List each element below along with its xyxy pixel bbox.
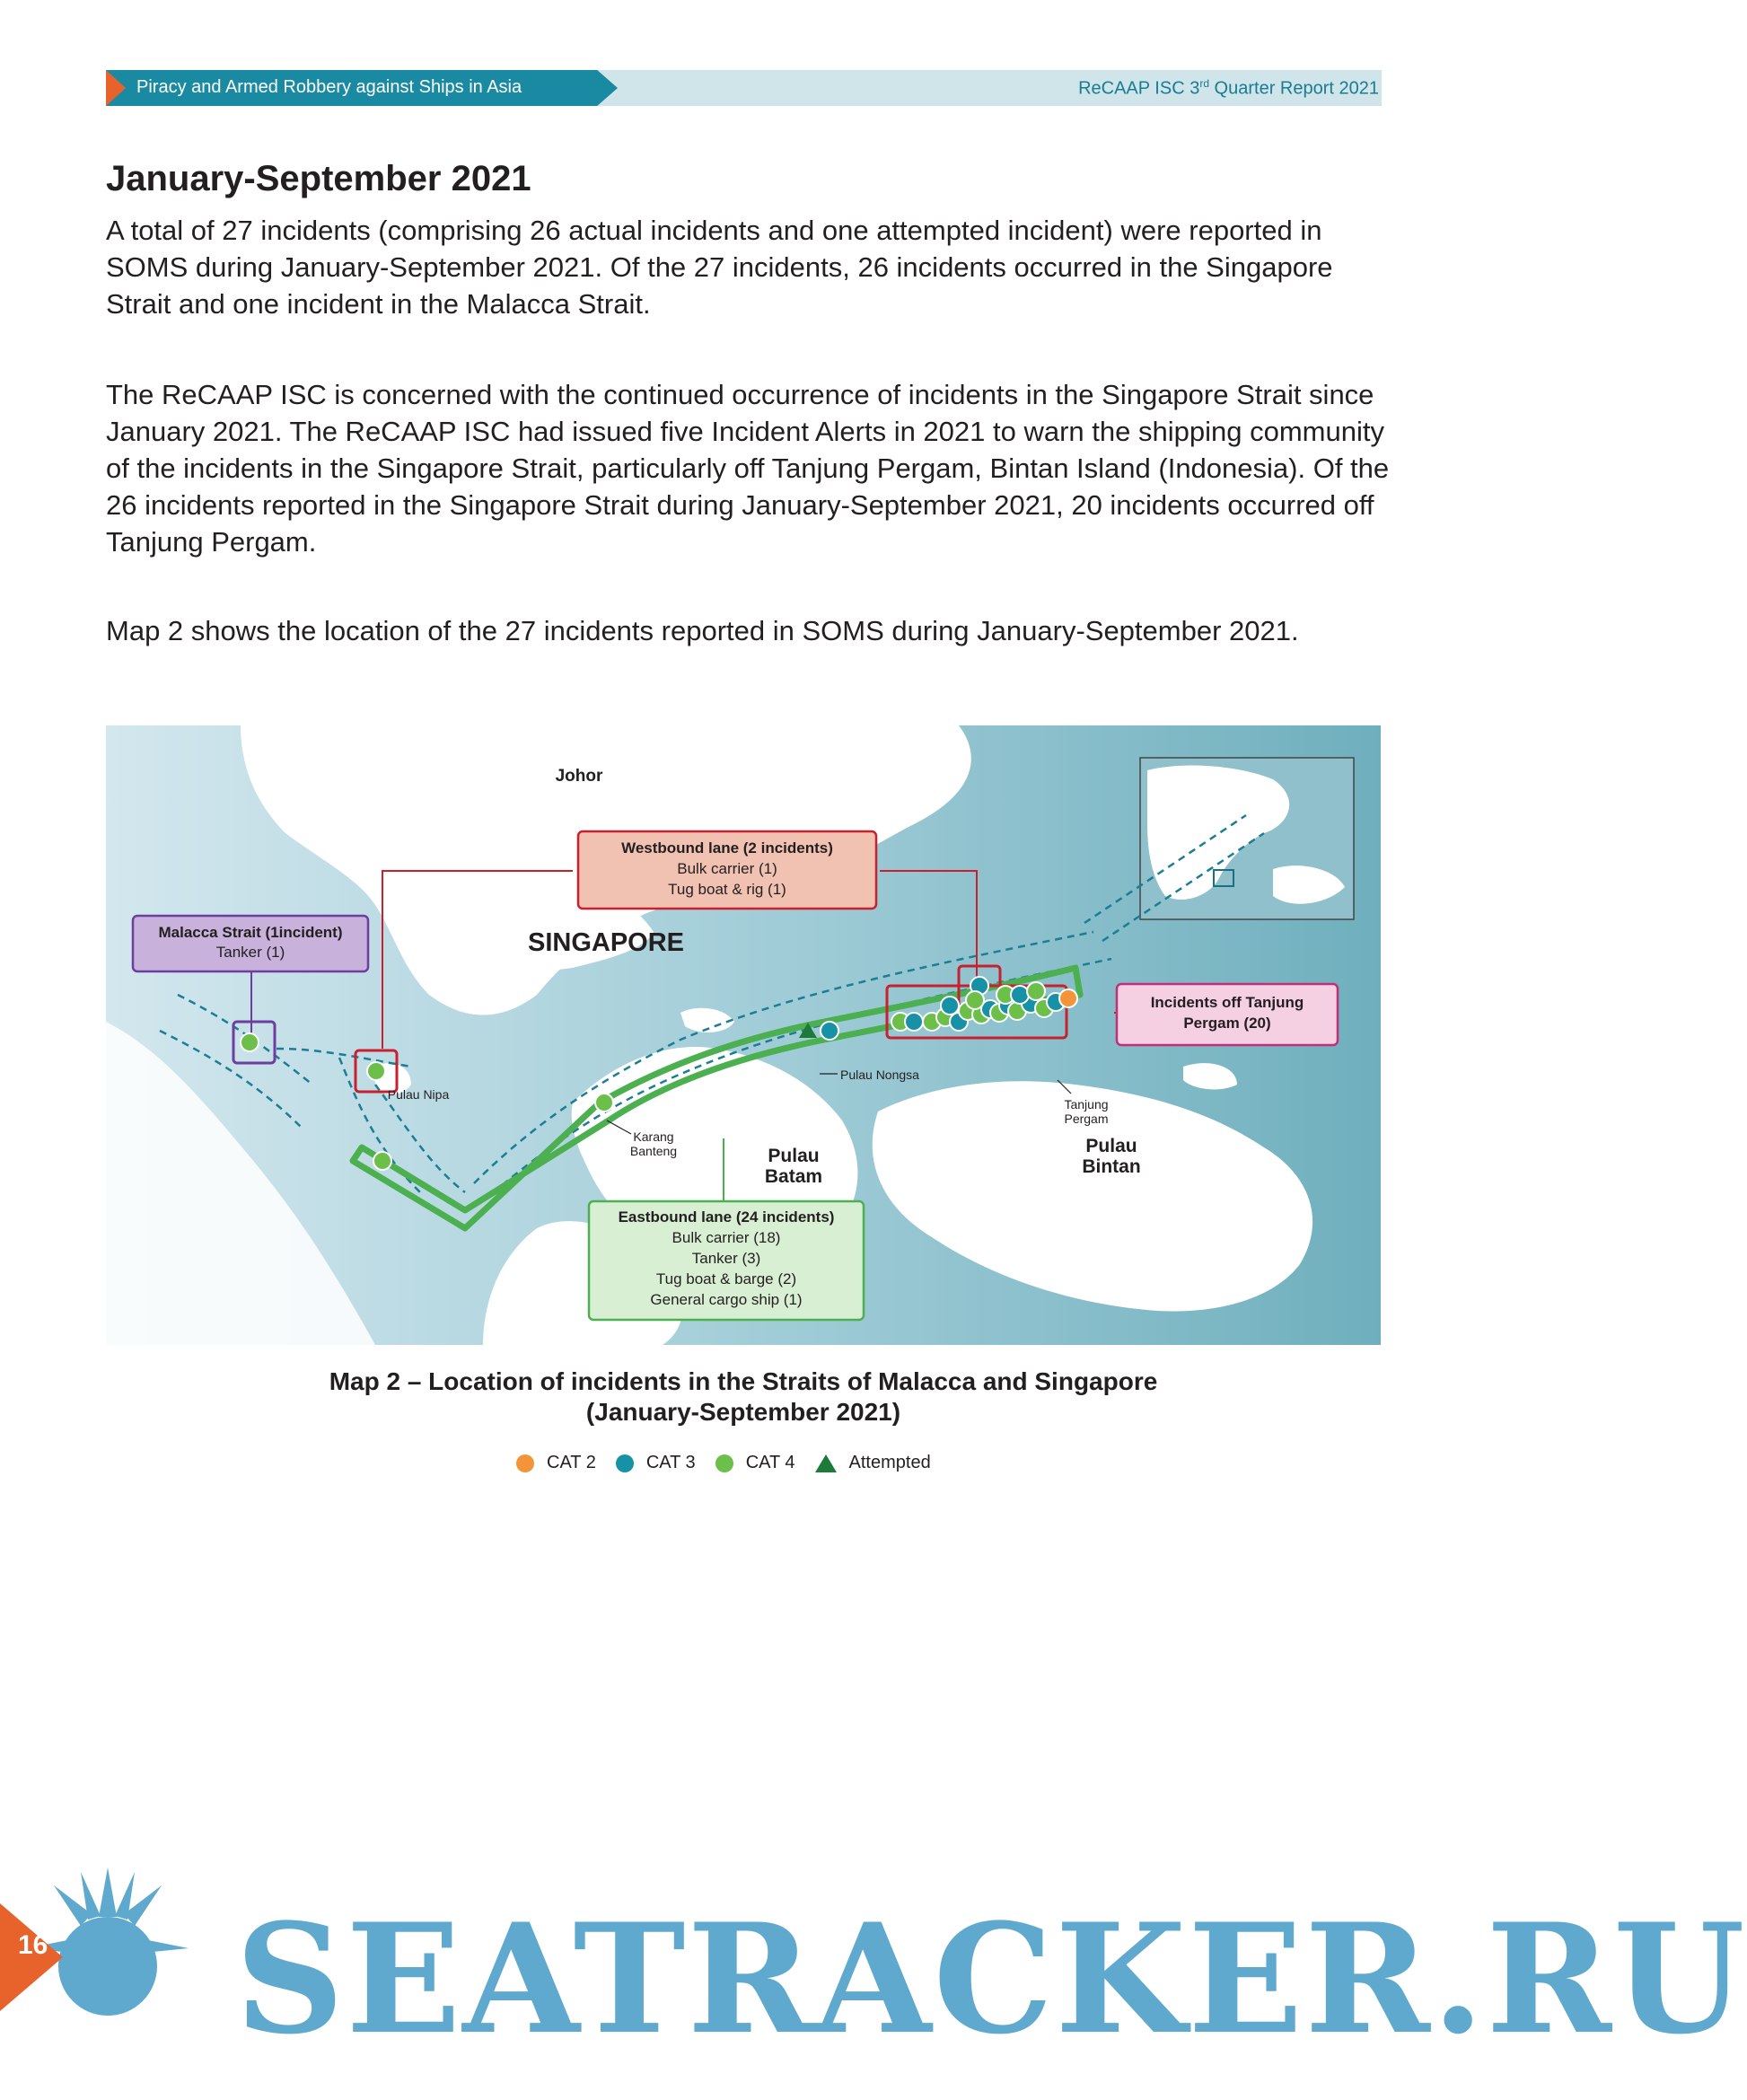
legend-cat2-label: CAT 2 (547, 1453, 596, 1472)
map-caption-line-2: (January-September 2021) (585, 1398, 901, 1426)
eastbound-box-line-2: Tanker (3) (691, 1250, 761, 1267)
eastbound-box (589, 1201, 864, 1320)
paragraph-2: The ReCAAP ISC is concerned with the continued occurrence of incidents in the Singapore Strait since January 2021. The ReCAAP ISC had issued five Incident Alerts in 2021 to warn the shipping community of the incidents in the Singapore Strait, particularly off Tanjung Pergam, Bintan Island (Indonesia). Of the 26 incidents reported in the Singapore Strait during January-September 2021, 20 incidents occurred off Tanjung Pergam. (106, 379, 1390, 558)
incident-marker (966, 991, 984, 1009)
map-caption-line-1: Map 2 – Location of incidents in the Straits of Malacca and Singapore (329, 1367, 1158, 1395)
legend-cat2 (516, 1453, 596, 1473)
paragraph-3: Map 2 shows the location of the 27 incidents reported in SOMS during January-September 2021. (106, 615, 1299, 646)
karang-banteng-label-1: Karang (633, 1129, 674, 1144)
legend-cat3 (616, 1453, 696, 1473)
pulau-bintan-label-2: Bintan (1082, 1156, 1141, 1177)
pergam-box-title-1: Incidents off Tanjung (1150, 994, 1304, 1011)
pulau-nipa-label: Pulau Nipa (387, 1087, 450, 1102)
johor-label: Johor (555, 767, 603, 786)
map-legend (516, 1453, 951, 1473)
incident-marker (595, 1094, 613, 1112)
attempted-triangle-icon (815, 1454, 837, 1472)
page-number: 16 (18, 1930, 48, 1960)
cat3-dot-icon (616, 1454, 634, 1472)
legend-attempted-label: Attempted (848, 1453, 931, 1472)
incident-marker (241, 1033, 259, 1051)
incident-marker (1011, 986, 1029, 1004)
cat2-dot-icon (516, 1454, 534, 1472)
karang-banteng-label-2: Banteng (629, 1144, 678, 1158)
westbound-box (578, 831, 876, 909)
legend-cat3-label: CAT 3 (645, 1453, 696, 1472)
watermark: SEATRACKER.RU (235, 1890, 1747, 2068)
pergam-box-title-2: Pergam (20) (1183, 1015, 1271, 1032)
legend-cat4-label: CAT 4 (745, 1453, 795, 1472)
cat4-dot-icon (715, 1454, 733, 1472)
incident-marker (905, 1013, 923, 1031)
malacca-box (133, 916, 368, 971)
malacca-box-title: Malacca Strait (1incident) (158, 924, 343, 941)
incident-marker (367, 1062, 385, 1080)
header-left-title: Piracy and Armed Robbery against Ships in Asia (136, 77, 522, 97)
incident-marker (1059, 989, 1077, 1007)
eastbound-box-line-4: General cargo ship (1) (650, 1291, 803, 1308)
paragraph-1: A total of 27 incidents (comprising 26 actual incidents and one attempted incident) were reported in SOMS during January-September 2021. Of the 27 incidents, 26 incidents occurred in the Singapore Strait and one incident in the Malacca Strait. (106, 215, 1333, 320)
tanjung-pergam-label-1: Tanjung (1064, 1097, 1109, 1112)
westbound-box-line-2: Tug boat & rig (1) (668, 881, 786, 898)
malacca-box-line-1: Tanker (1) (215, 944, 285, 961)
pulau-batam-label-2: Batam (764, 1166, 823, 1187)
pulau-nongsa-label: Pulau Nongsa (840, 1068, 919, 1082)
pulau-batam-label-1: Pulau (768, 1146, 820, 1166)
westbound-box-title: Westbound lane (2 incidents) (621, 839, 833, 857)
section-title: January-September 2021 (106, 159, 531, 198)
eastbound-box-title: Eastbound lane (24 incidents) (618, 1208, 835, 1226)
incident-map (106, 725, 1381, 1345)
incident-marker (941, 997, 959, 1015)
incident-marker (1027, 982, 1045, 1000)
legend-cat4 (715, 1453, 795, 1473)
eastbound-box-line-3: Tug boat & barge (2) (655, 1270, 797, 1287)
pergam-box (1117, 984, 1338, 1045)
westbound-box-line-1: Bulk carrier (1) (677, 860, 777, 877)
incident-marker (373, 1152, 391, 1170)
tanjung-pergam-label-2: Pergam (1064, 1112, 1109, 1126)
singapore-label: SINGAPORE (527, 928, 685, 957)
eastbound-box-line-1: Bulk carrier (18) (672, 1229, 781, 1246)
header-right-title: ReCAAP ISC 3rd Quarter Report 2021 (1078, 77, 1379, 99)
incident-marker (821, 1022, 838, 1040)
header-notch (106, 70, 126, 106)
legend-attempted (815, 1453, 931, 1473)
pulau-bintan-label-1: Pulau (1085, 1136, 1137, 1156)
